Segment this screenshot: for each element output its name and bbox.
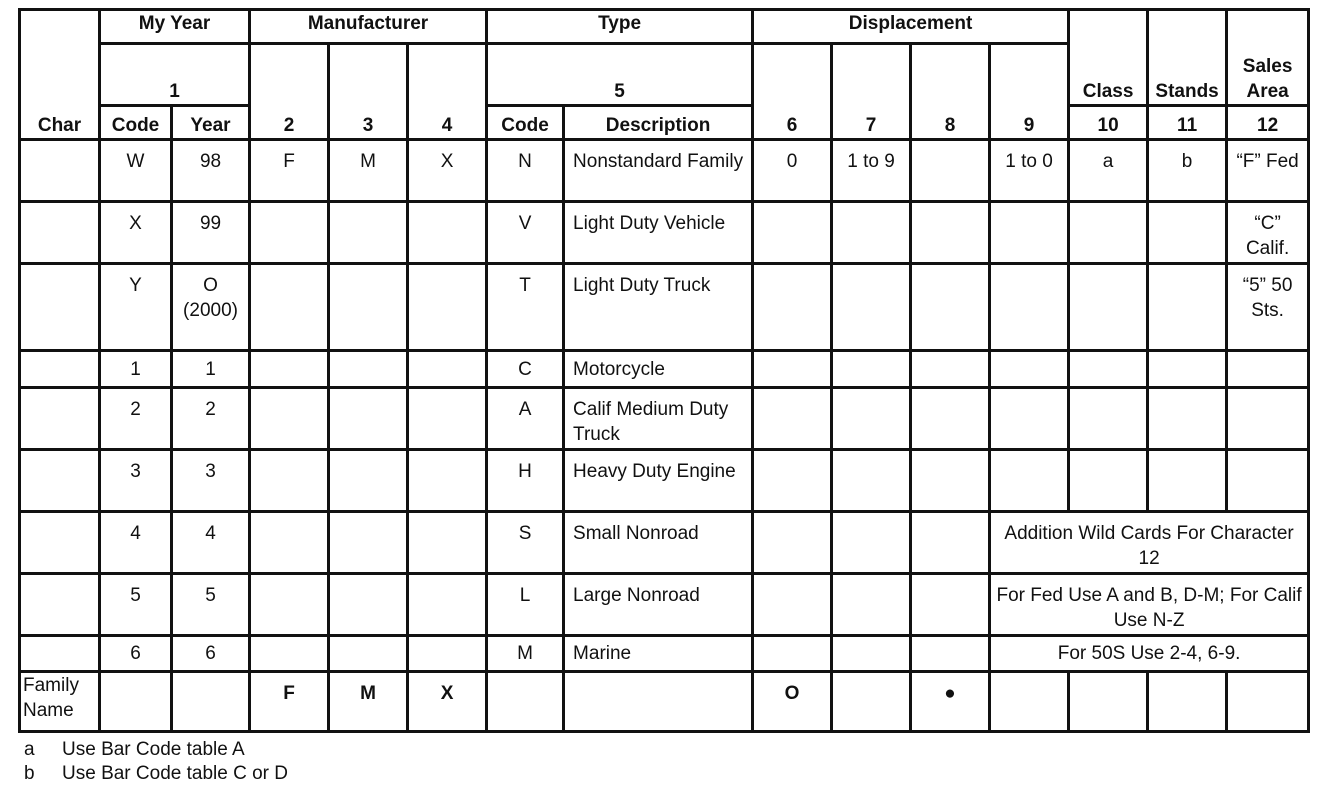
sales-area-cell	[1227, 388, 1309, 450]
char-cell	[20, 636, 100, 672]
manufacturer-3-cell	[329, 388, 408, 450]
family-displacement-6-cell: O	[753, 672, 832, 732]
displacement-8-cell	[911, 574, 990, 636]
family-manufacturer-2-cell: F	[250, 672, 329, 732]
displacement-7-cell	[832, 450, 911, 512]
col-9-header: 9	[990, 44, 1069, 140]
code-cell: 2	[100, 388, 172, 450]
footnote-letter: a	[24, 739, 35, 760]
char-cell	[20, 264, 100, 351]
vin-code-table	[18, 8, 1310, 733]
stands-cell	[1148, 351, 1227, 388]
year-cell: 4	[172, 512, 250, 574]
type-code-cell: N	[487, 140, 564, 202]
manufacturer-3-cell	[329, 264, 408, 351]
displacement-6-cell	[753, 264, 832, 351]
code-cell: 5	[100, 574, 172, 636]
manufacturer-4-cell	[408, 202, 487, 264]
char-cell	[20, 140, 100, 202]
displacement-7-cell	[832, 512, 911, 574]
col-10-header: 10	[1069, 106, 1148, 140]
code-cell: W	[100, 140, 172, 202]
code-cell: Y	[100, 264, 172, 351]
char-header: Char	[20, 10, 100, 140]
col-3-header: 3	[329, 44, 408, 140]
manufacturer-3-cell: M	[329, 140, 408, 202]
wild-card-50s-note: For 50S Use 2-4, 6-9.	[990, 636, 1309, 672]
stands-cell	[1148, 672, 1227, 732]
manufacturer-2-cell	[250, 512, 329, 574]
description-cell: Large Nonroad	[564, 574, 753, 636]
sales-area-cell: “C” Calif.	[1227, 202, 1309, 264]
col-7-header: 7	[832, 44, 911, 140]
year-cell: 2	[172, 388, 250, 450]
type-header: Type	[487, 10, 753, 44]
manufacturer-2-cell	[250, 351, 329, 388]
stands-cell	[1148, 202, 1227, 264]
col-6-header: 6	[753, 44, 832, 140]
table-row	[20, 140, 1309, 202]
col-1-header: 1	[100, 44, 250, 106]
displacement-9-cell	[990, 202, 1069, 264]
char-cell	[20, 574, 100, 636]
description-cell: Light Duty Vehicle	[564, 202, 753, 264]
class-cell	[1069, 388, 1148, 450]
displacement-8-cell	[911, 636, 990, 672]
type-code-cell: A	[487, 388, 564, 450]
displacement-9-cell	[990, 264, 1069, 351]
displacement-6-cell	[753, 512, 832, 574]
description-cell: Marine	[564, 636, 753, 672]
manufacturer-3-cell	[329, 636, 408, 672]
col-11-header: 11	[1148, 106, 1227, 140]
header-row-groups	[20, 10, 1309, 44]
wild-card-fed-calif-note: For Fed Use A and B, D-M; For Calif Use N-Z	[990, 574, 1309, 636]
displacement-header: Displacement	[753, 10, 1069, 44]
type-code-header: Code	[487, 106, 564, 140]
displacement-7-cell	[832, 672, 911, 732]
char-cell	[20, 450, 100, 512]
manufacturer-3-cell	[329, 574, 408, 636]
manufacturer-3-cell	[329, 450, 408, 512]
displacement-8-cell	[911, 140, 990, 202]
type-code-cell: H	[487, 450, 564, 512]
displacement-6-cell	[753, 636, 832, 672]
manufacturer-2-cell	[250, 388, 329, 450]
col-4-header: 4	[408, 44, 487, 140]
code-cell: X	[100, 202, 172, 264]
displacement-9-cell	[990, 388, 1069, 450]
class-cell	[1069, 672, 1148, 732]
manufacturer-3-cell	[329, 202, 408, 264]
manufacturer-4-cell	[408, 574, 487, 636]
code-cell: 6	[100, 636, 172, 672]
displacement-7-cell	[832, 351, 911, 388]
manufacturer-header: Manufacturer	[250, 10, 487, 44]
displacement-8-cell	[911, 202, 990, 264]
year-header: Year	[172, 106, 250, 140]
manufacturer-4-cell	[408, 264, 487, 351]
family-manufacturer-3-cell: M	[329, 672, 408, 732]
description-cell: Nonstandard Family	[564, 140, 753, 202]
family-name-label: Family Name	[20, 672, 100, 732]
stands-cell	[1148, 450, 1227, 512]
sales-area-cell	[1227, 450, 1309, 512]
year-cell	[172, 672, 250, 732]
stands-header: Stands	[1148, 10, 1227, 106]
displacement-9-cell	[990, 351, 1069, 388]
table-row	[20, 351, 1309, 388]
manufacturer-2-cell: F	[250, 140, 329, 202]
displacement-8-cell	[911, 388, 990, 450]
code-cell: 1	[100, 351, 172, 388]
sales-area-cell	[1227, 351, 1309, 388]
char-cell	[20, 202, 100, 264]
displacement-6-cell	[753, 388, 832, 450]
table-row	[20, 512, 1309, 574]
table-row	[20, 264, 1309, 351]
footnote-b	[24, 762, 288, 786]
class-cell	[1069, 450, 1148, 512]
table-row	[20, 388, 1309, 450]
manufacturer-4-cell	[408, 450, 487, 512]
footnote-text: Use Bar Code table C or D	[62, 763, 288, 784]
table-row	[20, 202, 1309, 264]
description-header: Description	[564, 106, 753, 140]
code-cell: 3	[100, 450, 172, 512]
type-code-cell: M	[487, 636, 564, 672]
my-year-header: My Year	[100, 10, 250, 44]
col-12-header: 12	[1227, 106, 1309, 140]
class-note-cell: a	[1069, 140, 1148, 202]
code-header: Code	[100, 106, 172, 140]
displacement-7-cell	[832, 636, 911, 672]
class-cell	[1069, 264, 1148, 351]
type-code-cell: C	[487, 351, 564, 388]
year-cell: O (2000)	[172, 264, 250, 351]
displacement-7-cell: 1 to 9	[832, 140, 911, 202]
description-cell: Motorcycle	[564, 351, 753, 388]
manufacturer-2-cell	[250, 202, 329, 264]
type-code-cell: T	[487, 264, 564, 351]
displacement-8-cell	[911, 450, 990, 512]
manufacturer-2-cell	[250, 574, 329, 636]
manufacturer-2-cell	[250, 636, 329, 672]
displacement-9-cell	[990, 450, 1069, 512]
year-cell: 3	[172, 450, 250, 512]
year-cell: 5	[172, 574, 250, 636]
year-cell: 99	[172, 202, 250, 264]
char-cell	[20, 351, 100, 388]
manufacturer-4-cell	[408, 636, 487, 672]
description-cell: Small Nonroad	[564, 512, 753, 574]
displacement-6-cell	[753, 351, 832, 388]
description-cell: Heavy Duty Engine	[564, 450, 753, 512]
displacement-9-cell: 1 to 0	[990, 140, 1069, 202]
sales-area-cell	[1227, 672, 1309, 732]
sales-area-cell: “F” Fed	[1227, 140, 1309, 202]
displacement-6-cell	[753, 574, 832, 636]
footnote-a	[24, 738, 245, 762]
code-cell: 4	[100, 512, 172, 574]
family-displacement-8-dot: ●	[911, 672, 990, 732]
wild-card-note: Addition Wild Cards For Character 12	[990, 512, 1309, 574]
class-header: Class	[1069, 10, 1148, 106]
type-code-cell: L	[487, 574, 564, 636]
header-row-subheads	[20, 106, 1309, 140]
code-cell	[100, 672, 172, 732]
col-2-header: 2	[250, 44, 329, 140]
type-code-cell: S	[487, 512, 564, 574]
displacement-7-cell	[832, 574, 911, 636]
table-row	[20, 450, 1309, 512]
manufacturer-2-cell	[250, 450, 329, 512]
displacement-6-cell	[753, 202, 832, 264]
description-cell: Calif Medium Duty Truck	[564, 388, 753, 450]
stands-cell	[1148, 264, 1227, 351]
displacement-8-cell	[911, 351, 990, 388]
manufacturer-2-cell	[250, 264, 329, 351]
displacement-7-cell	[832, 264, 911, 351]
year-cell: 98	[172, 140, 250, 202]
sales-area-cell: “5” 50 Sts.	[1227, 264, 1309, 351]
footnote-letter: b	[24, 763, 35, 784]
char-cell	[20, 512, 100, 574]
displacement-7-cell	[832, 388, 911, 450]
class-cell	[1069, 351, 1148, 388]
displacement-6-cell: 0	[753, 140, 832, 202]
manufacturer-4-cell	[408, 512, 487, 574]
displacement-9-cell	[990, 672, 1069, 732]
manufacturer-3-cell	[329, 351, 408, 388]
table-row	[20, 636, 1309, 672]
sales-area-header: Sales Area	[1227, 10, 1309, 106]
displacement-6-cell	[753, 450, 832, 512]
description-cell: Light Duty Truck	[564, 264, 753, 351]
manufacturer-3-cell	[329, 512, 408, 574]
year-cell: 6	[172, 636, 250, 672]
family-name-row	[20, 672, 1309, 732]
displacement-8-cell	[911, 264, 990, 351]
footnote-text: Use Bar Code table A	[62, 739, 245, 760]
char-cell	[20, 388, 100, 450]
stands-cell	[1148, 388, 1227, 450]
family-manufacturer-4-cell: X	[408, 672, 487, 732]
manufacturer-4-cell	[408, 351, 487, 388]
manufacturer-4-cell	[408, 388, 487, 450]
type-code-cell: V	[487, 202, 564, 264]
year-cell: 1	[172, 351, 250, 388]
class-cell	[1069, 202, 1148, 264]
col-8-header: 8	[911, 44, 990, 140]
displacement-7-cell	[832, 202, 911, 264]
type-code-cell	[487, 672, 564, 732]
col-5-header: 5	[487, 44, 753, 106]
displacement-8-cell	[911, 512, 990, 574]
manufacturer-4-cell: X	[408, 140, 487, 202]
description-cell	[564, 672, 753, 732]
stands-note-cell: b	[1148, 140, 1227, 202]
table-row	[20, 574, 1309, 636]
